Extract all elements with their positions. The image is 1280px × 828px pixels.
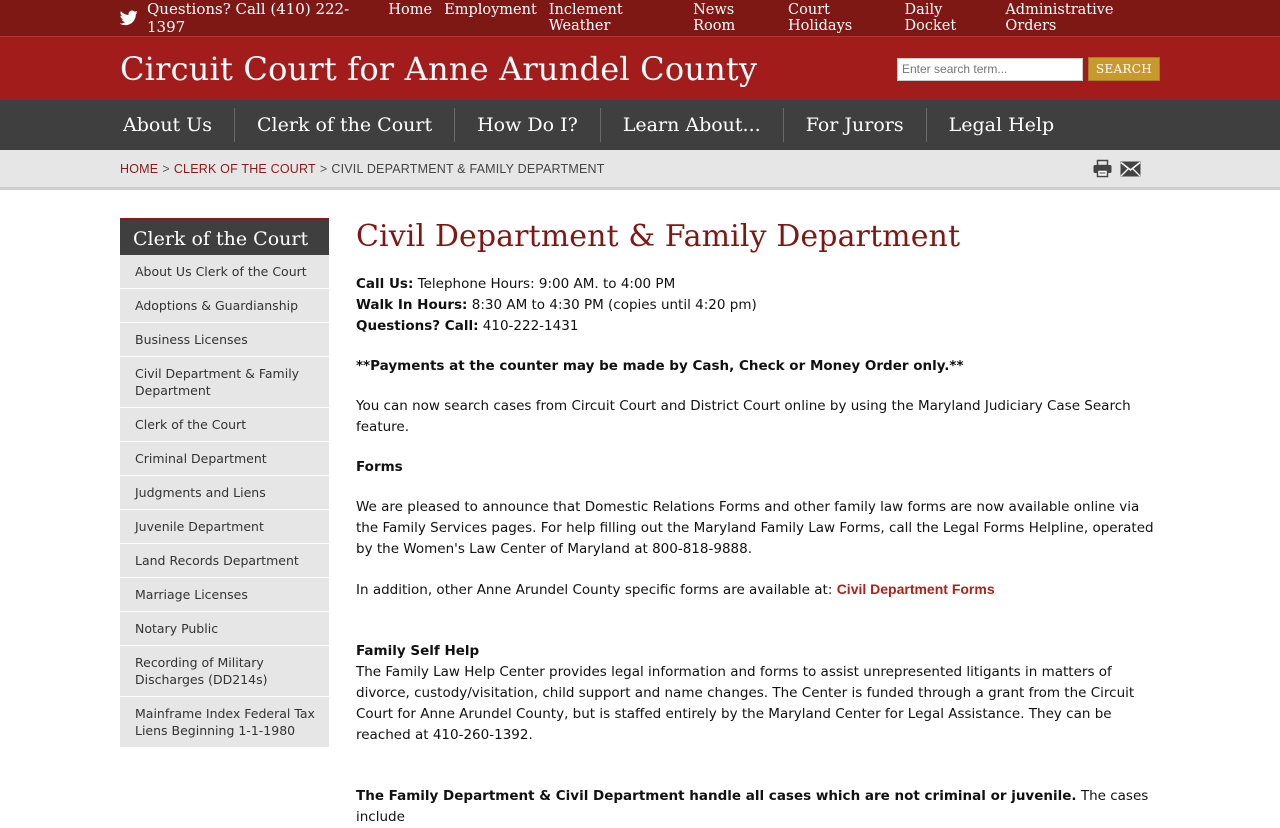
page-content <box>120 218 1160 828</box>
family-department-text <box>356 786 1160 828</box>
questions-text: 410-222-1431 <box>478 318 579 334</box>
sidebar-item-juvenile[interactable]: Juvenile Department <box>120 510 329 544</box>
sidebar-item-civil-family[interactable]: Civil Department & Family Department <box>120 357 329 408</box>
breadcrumb-clerk[interactable]: CLERK OF THE COURT <box>173 161 316 176</box>
sidebar-item-notary-public[interactable]: Notary Public <box>120 612 329 646</box>
page-tools <box>1093 160 1141 177</box>
sidebar-item-business-licenses[interactable]: Business Licenses <box>120 323 329 357</box>
forms-text: We are pleased to announce that Domestic Relations Forms and other family law forms are now available online via the Family Services pages. For help filling out the Maryland Family Law Forms, call the Legal Forms Helpline, operated by the Women's Law Center of Maryland at 800-818-9888. <box>356 499 1154 557</box>
sidebar-item-federal-tax-liens[interactable]: Mainframe Index Federal Tax Liens Beginning 1-1-1980 <box>120 697 329 748</box>
walk-in-label: Walk In Hours: <box>356 297 468 313</box>
breadcrumb-separator: > <box>319 161 328 176</box>
civil-department-forms-link[interactable]: Civil Department Forms <box>836 581 995 597</box>
utility-link-home[interactable]: Home <box>388 2 433 18</box>
sidebar-item-about-us-clerk[interactable]: About Us Clerk of the Court <box>120 255 329 289</box>
utility-link-employment[interactable]: Employment <box>444 2 537 18</box>
breadcrumb-bar <box>0 150 1280 190</box>
nav-item-clerk-of-the-court[interactable]: Clerk of the Court <box>234 108 454 142</box>
utility-links <box>376 2 1160 34</box>
site-title[interactable]: Circuit Court for Anne Arundel County <box>120 50 758 88</box>
sidebar-item-clerk-of-the-court[interactable]: Clerk of the Court <box>120 408 329 442</box>
nav-item-learn-about[interactable]: Learn About... <box>600 108 783 142</box>
questions-label: Questions? Call: <box>356 318 479 334</box>
walk-in-text: 8:30 AM to 4:30 PM (copies until 4:20 pm) <box>467 297 757 313</box>
self-help-heading: Family Self Help <box>356 643 480 659</box>
breadcrumb <box>120 162 605 176</box>
sidebar <box>120 218 329 828</box>
topbar-contact <box>120 0 376 36</box>
twitter-icon[interactable] <box>120 10 138 26</box>
contact-info <box>356 274 1160 337</box>
self-help-text: The Family Law Help Center provides legal information and forms to assist unrepresented litigants in matters of divorce, custody/visitation, child support and name changes. The Center is funded through a grant from the Circuit Court for Anne Arundel County, but is staffed entirely by the Maryland Center for Legal Assistance. They can be reached at 410-260-1392. <box>356 664 1135 743</box>
payments-notice <box>356 356 1160 377</box>
sidebar-item-military-discharges[interactable]: Recording of Military Discharges (DD214s) <box>120 646 329 697</box>
utility-link-inclement-weather[interactable]: Inclement Weather <box>548 2 623 34</box>
utility-link-news-room[interactable]: News Room <box>693 2 736 34</box>
payments-text: **Payments at the counter may be made by Cash, Check or Money Order only.** <box>356 358 964 374</box>
nav-item-about-us[interactable]: About Us <box>123 114 212 136</box>
self-help-section <box>356 641 1160 746</box>
email-icon[interactable] <box>1120 161 1141 177</box>
main-content <box>356 218 1160 828</box>
forms-heading-text: Forms <box>356 459 403 475</box>
sidebar-item-marriage-licenses[interactable]: Marriage Licenses <box>120 578 329 612</box>
breadcrumb-separator: > <box>162 161 170 176</box>
breadcrumb-current: CIVIL DEPARTMENT & FAMILY DEPARTMENT <box>331 161 605 176</box>
sidebar-item-adoptions[interactable]: Adoptions & Guardianship <box>120 289 329 323</box>
search-input[interactable] <box>897 58 1083 81</box>
site-header <box>0 36 1280 100</box>
addition-text <box>356 579 1160 601</box>
nav-item-how-do-i[interactable]: How Do I? <box>454 108 600 142</box>
search-form <box>897 57 1160 81</box>
sidebar-item-criminal[interactable]: Criminal Department <box>120 442 329 476</box>
case-search-text: You can now search cases from Circuit Court and District Court online by using the Maryland Judiciary Case Search feature. <box>356 398 1131 435</box>
nav-item-legal-help[interactable]: Legal Help <box>926 108 1077 142</box>
print-icon[interactable] <box>1093 160 1112 177</box>
breadcrumb-home[interactable]: HOME <box>120 161 159 176</box>
search-button[interactable]: SEARCH <box>1088 57 1160 81</box>
nav-item-for-jurors[interactable]: For Jurors <box>783 108 926 142</box>
main-navigation <box>0 100 1280 150</box>
utility-link-court-holidays[interactable]: Court Holidays <box>788 2 853 34</box>
family-department-body: The cases include <box>356 788 1149 825</box>
family-department-label: The Family Department & Civil Department handle all cases which are not criminal or juvenile. <box>356 788 1077 804</box>
forms-heading <box>356 457 1160 478</box>
utility-link-administrative-orders[interactable]: Administrative Orders <box>1005 2 1114 34</box>
page-title: Civil Department & Family Department <box>356 219 961 254</box>
top-utility-bar <box>0 0 1280 36</box>
call-us-label: Call Us: <box>356 276 414 292</box>
utility-link-daily-docket[interactable]: Daily Docket <box>904 2 957 34</box>
call-us-text: Telephone Hours: 9:00 AM. to 4:00 PM <box>413 276 676 292</box>
addition-text-body: In addition, other Anne Arundel County specific forms are available at: <box>356 582 837 598</box>
sidebar-item-land-records[interactable]: Land Records Department <box>120 544 329 578</box>
phone-text: Questions? Call (410) 222-1397 <box>147 0 350 36</box>
sidebar-item-judgments-liens[interactable]: Judgments and Liens <box>120 476 329 510</box>
sidebar-title[interactable]: Clerk of the Court <box>120 218 329 255</box>
